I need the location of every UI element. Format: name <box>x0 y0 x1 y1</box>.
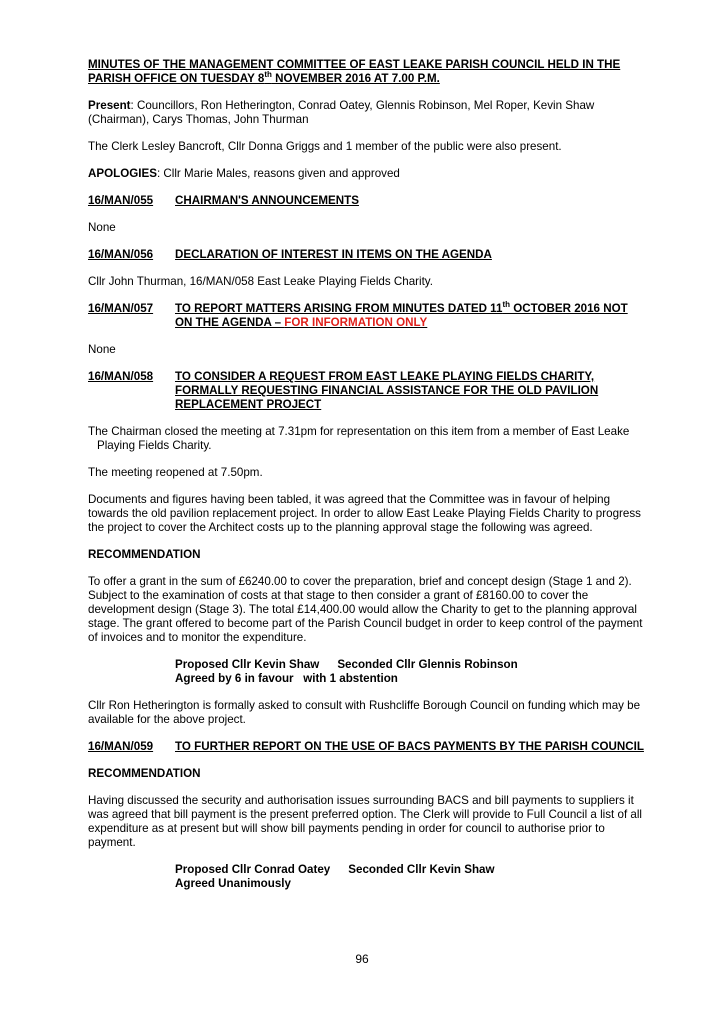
item-heading: TO REPORT MATTERS ARISING FROM MINUTES DATED 11th OCTOBER 2016 NOT ON THE AGENDA – FOR INFORMATION ONLY <box>175 300 628 329</box>
item-heading: DECLARATION OF INTEREST IN ITEMS ON THE AGENDA <box>175 248 492 261</box>
page-number: 96 <box>355 952 369 966</box>
item-055-heading <box>88 194 648 208</box>
recommendation-label: RECOMMENDATION <box>88 767 201 780</box>
minutes-page <box>88 58 648 904</box>
item-058-heading <box>88 370 648 412</box>
vote-result: Agreed by 6 in favour with 1 abstention <box>175 672 398 685</box>
vote-result: Agreed Unanimously <box>175 877 291 890</box>
item-057-body: None <box>88 343 116 356</box>
item-056-heading <box>88 248 648 262</box>
seconded: Seconded Cllr Glennis Robinson <box>337 658 518 671</box>
item-ref: 16/MAN/059 <box>88 740 154 753</box>
item-059-recommendation: Having discussed the security and authorisation issues surrounding BACS and bill payments to suppliers it was agreed that bill payment is the present preferred option. The Clerk will provide to Full Council a list of all expenditure as at present but will show bill payments pending in order for council to authorise prior to payment. <box>88 794 642 849</box>
item-heading: TO FURTHER REPORT ON THE USE OF BACS PAYMENTS BY THE PARISH COUNCIL <box>175 740 644 753</box>
item-ref: 16/MAN/058 <box>88 370 154 383</box>
item-ref: 16/MAN/056 <box>88 248 154 261</box>
item-058-para2: The meeting reopened at 7.50pm. <box>88 466 263 479</box>
proposed: Proposed Cllr Conrad Oatey <box>175 863 331 876</box>
item-059-heading <box>88 740 648 754</box>
page-title: MINUTES OF THE MANAGEMENT COMMITTEE OF EAST LEAKE PARISH COUNCIL HELD IN THE PARISH OFFICE ON TUESDAY 8th NOVEMBER 2016 AT 7.00 P.M. <box>88 58 621 85</box>
item-058-para1: The Chairman closed the meeting at 7.31pm for representation on this item from a member of East Leake Playing Fields Charity. <box>88 425 630 452</box>
proposed: Proposed Cllr Kevin Shaw <box>175 658 320 671</box>
item-057-heading <box>88 302 648 330</box>
apologies: APOLOGIES: Cllr Marie Males, reasons given and approved <box>88 167 400 180</box>
item-058-followup: Cllr Ron Hetherington is formally asked to consult with Rushcliffe Borough Council on funding which may be available for the above project. <box>88 699 641 726</box>
also-present: The Clerk Lesley Bancroft, Cllr Donna Griggs and 1 member of the public were also present. <box>88 140 562 153</box>
item-ref: 16/MAN/055 <box>88 194 154 207</box>
item-056-body: Cllr John Thurman, 16/MAN/058 East Leake Playing Fields Charity. <box>88 275 433 288</box>
item-055-body: None <box>88 221 116 234</box>
item-ref: 16/MAN/057 <box>88 302 154 315</box>
seconded: Seconded Cllr Kevin Shaw <box>348 863 495 876</box>
present-list: Present: Councillors, Ron Hetherington, Conrad Oatey, Glennis Robinson, Mel Roper, Kevin Shaw (Chairman), Carys Thomas, John Thurman <box>88 99 595 126</box>
item-059-motion <box>175 863 648 891</box>
item-heading: TO CONSIDER A REQUEST FROM EAST LEAKE PLAYING FIELDS CHARITY, FORMALLY REQUESTING FINANCIAL ASSISTANCE FOR THE OLD PAVILION REPLACEMENT PROJECT <box>175 370 599 411</box>
item-heading: CHAIRMAN'S ANNOUNCEMENTS <box>175 194 359 207</box>
item-058-motion <box>175 658 648 686</box>
info-only-label: FOR INFORMATION ONLY <box>284 316 428 329</box>
item-058-para3: Documents and figures having been tabled, it was agreed that the Committee was in favour of helping towards the old pavilion replacement project. In order to allow East Leake Playing Fields Charity to progress the project to cover the Architect costs up to the planning approval stage the following was agreed. <box>88 493 641 534</box>
item-058-recommendation: To offer a grant in the sum of £6240.00 to cover the preparation, brief and concept design (Stage 1 and 2). Subject to the examination of costs at that stage to then consider a grant of £8160.00 to cover the development design (Stage 3). The total £14,400.00 would allow the Charity to get to the planning approval stage. The grant offered to become part of the Parish Council budget in order to keep control of the payment of invoices and to monitor the expenditure. <box>88 575 643 644</box>
recommendation-label: RECOMMENDATION <box>88 548 201 561</box>
